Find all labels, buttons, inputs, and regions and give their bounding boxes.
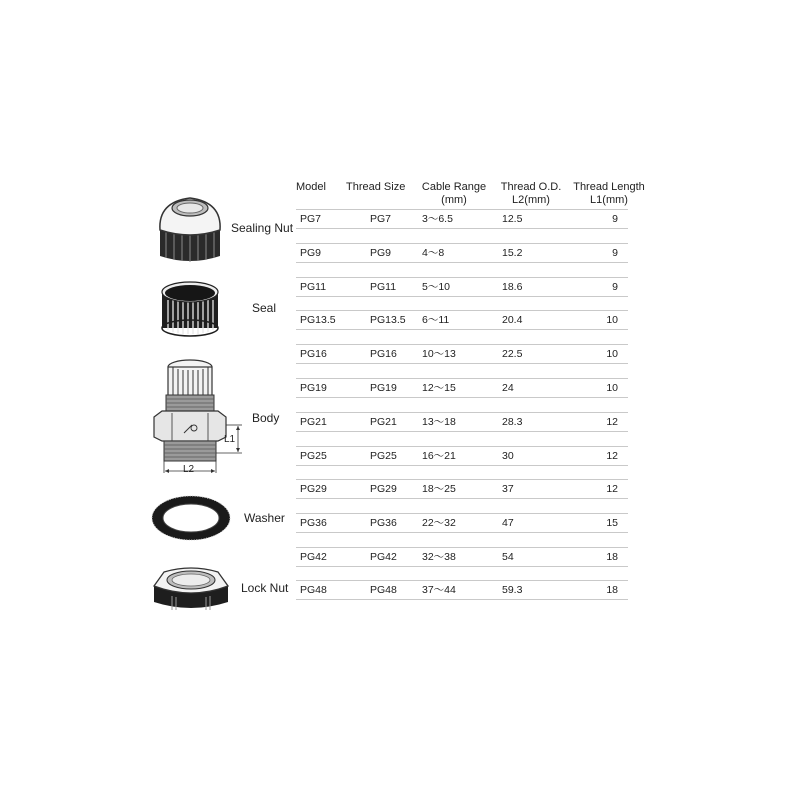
cell-cable-range: 37～44	[422, 584, 456, 596]
cell-thread-length: 18	[606, 584, 618, 596]
cell-thread-size: PG16	[370, 348, 397, 360]
cell-thread-length: 10	[606, 314, 618, 326]
cell-thread-size: PG9	[370, 247, 392, 259]
cell-model: PG25	[300, 450, 327, 462]
cell-model: PG13.5	[300, 314, 336, 326]
sealing-nut-icon	[150, 190, 230, 266]
header-thread-od-line1: Thread O.D.	[500, 181, 562, 193]
cell-cable-range: 6～11	[422, 314, 450, 326]
cell-cable-range: 32～38	[422, 551, 456, 563]
lock-nut-icon	[150, 560, 232, 612]
header-cable-range-line2: (mm)	[441, 194, 467, 206]
header-cable-range-line1: Cable Range	[421, 181, 487, 193]
table-row	[296, 580, 628, 600]
cell-thread-od: 15.2	[502, 247, 523, 259]
table-row	[296, 277, 628, 297]
cell-thread-size: PG7	[370, 213, 392, 225]
cell-model: PG21	[300, 416, 327, 428]
cell-thread-size: PG36	[370, 517, 397, 529]
cell-thread-size: PG42	[370, 551, 397, 563]
table-row	[296, 310, 628, 330]
header-model-label: Model	[296, 181, 326, 193]
cell-thread-od: 12.5	[502, 213, 523, 225]
table-row	[296, 344, 628, 364]
header-cable-range	[418, 181, 490, 207]
cell-thread-length: 12	[606, 483, 618, 495]
cell-thread-size: PG48	[370, 584, 397, 596]
cell-thread-od: 59.3	[502, 584, 523, 596]
cell-thread-od: 54	[502, 551, 514, 563]
body-label: Body	[252, 411, 280, 425]
cell-model: PG7	[300, 213, 322, 225]
cell-model: PG36	[300, 517, 327, 529]
header-thread-size-label: Thread Size	[346, 181, 406, 193]
cell-thread-od: 28.3	[502, 416, 523, 428]
header-model	[296, 181, 326, 194]
table-row	[296, 547, 628, 567]
cell-model: PG48	[300, 584, 327, 596]
cell-model: PG9	[300, 247, 322, 259]
cell-thread-length: 12	[606, 450, 618, 462]
cell-thread-size: PG29	[370, 483, 397, 495]
cell-thread-od: 30	[502, 450, 514, 462]
cell-cable-range: 12～15	[422, 382, 456, 394]
washer-icon	[150, 492, 232, 544]
cell-model: PG16	[300, 348, 327, 360]
cell-thread-od: 20.4	[502, 314, 523, 326]
lock-nut-label: Lock Nut	[241, 581, 289, 595]
cell-thread-length: 12	[606, 416, 618, 428]
cell-thread-od: 18.6	[502, 281, 523, 293]
cell-thread-size: PG11	[370, 281, 397, 293]
cell-thread-od: 24	[502, 382, 514, 394]
cell-thread-od: 47	[502, 517, 514, 529]
cell-thread-length: 15	[606, 517, 618, 529]
cell-thread-length: 10	[606, 348, 618, 360]
cell-model: PG29	[300, 483, 327, 495]
table-row	[296, 412, 628, 432]
cell-cable-range: 5～10	[422, 281, 451, 293]
cell-thread-length: 9	[612, 213, 618, 225]
cell-thread-length: 18	[606, 551, 618, 563]
cell-model: PG11	[300, 281, 327, 293]
table-row	[296, 243, 628, 263]
cell-thread-length: 10	[606, 382, 618, 394]
cell-model: PG19	[300, 382, 327, 394]
table-row	[296, 513, 628, 533]
dim-l2-label: L2	[183, 464, 195, 475]
table-row	[296, 446, 628, 466]
cell-thread-size: PG21	[370, 416, 397, 428]
cell-thread-length: 9	[612, 247, 618, 259]
header-thread-length	[569, 181, 649, 207]
header-thread-od-line2: L2(mm)	[512, 194, 550, 206]
cell-cable-range: 13～18	[422, 416, 456, 428]
cell-cable-range: 22～32	[422, 517, 456, 529]
header-thread-length-line2: L1(mm)	[590, 194, 628, 206]
table-row	[296, 378, 628, 398]
table-row	[296, 209, 628, 229]
header-thread-size	[346, 181, 405, 194]
cell-thread-size: PG19	[370, 382, 397, 394]
cell-cable-range: 16～21	[422, 450, 456, 462]
sealing-nut-label: Sealing Nut	[231, 221, 294, 235]
cell-thread-od: 37	[502, 483, 514, 495]
cell-cable-range: 4～8	[422, 247, 445, 259]
body-icon	[150, 355, 245, 475]
seal-label: Seal	[252, 301, 277, 315]
washer-label: Washer	[244, 511, 285, 525]
cell-model: PG42	[300, 551, 327, 563]
cell-thread-size: PG13.5	[370, 314, 406, 326]
cell-cable-range: 3～6.5	[422, 213, 453, 225]
header-thread-od	[497, 181, 565, 207]
cell-cable-range: 18～25	[422, 483, 456, 495]
dim-l1-label: L1	[224, 434, 236, 445]
table-row	[296, 479, 628, 499]
cell-thread-length: 9	[612, 281, 618, 293]
cell-cable-range: 10～13	[422, 348, 456, 360]
header-thread-length-line1: Thread Length	[573, 181, 645, 193]
cell-thread-size: PG25	[370, 450, 397, 462]
cell-thread-od: 22.5	[502, 348, 523, 360]
seal-icon	[160, 278, 220, 338]
